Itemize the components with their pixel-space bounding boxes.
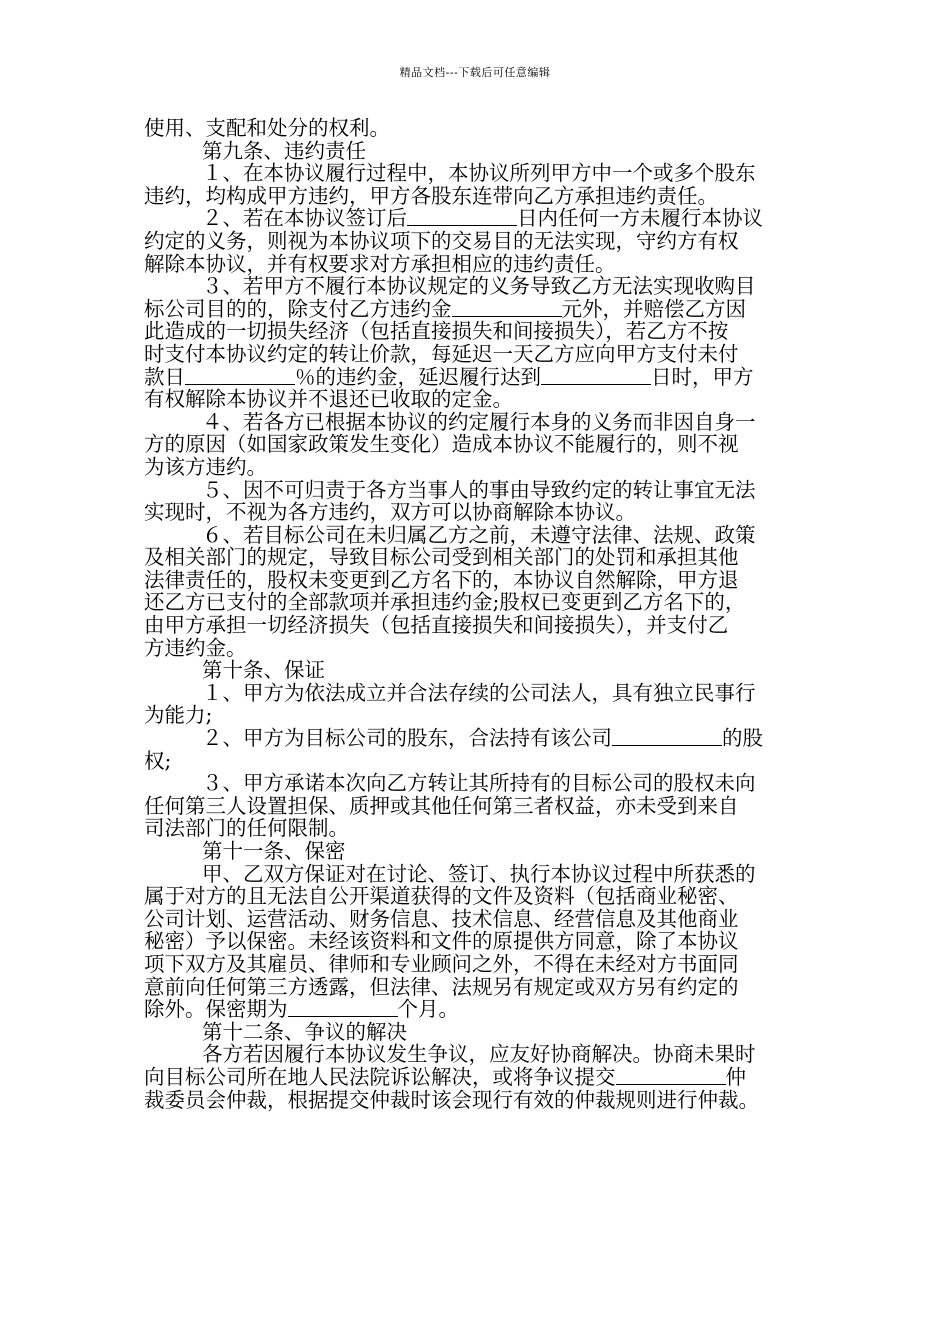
document-line: 除外。保密期为 个月。 — [144, 997, 459, 1022]
document-body — [144, 117, 832, 1111]
document-line: 使用、支配和处分的权利。 — [144, 116, 390, 140]
document-line: 由甲方承担一切经济损失（包括直接损失和间接损失），并支付乙 — [144, 613, 729, 638]
document-line: 实现时，不视为各方违约，双方可以协商解除本协议。 — [144, 500, 636, 525]
document-line: 法律责任的，股权未变更到乙方名下的，本协议自然解除，甲方退 — [144, 567, 739, 592]
document-line: 款日 ％的违约金，延迟履行达到 日时，甲方 — [144, 364, 754, 389]
document-line: 权; — [144, 748, 172, 773]
document-line: 时支付本协议约定的转让价款，每延迟一天乙方应向甲方支付未付 — [144, 341, 739, 366]
page-header: 精品文档---下载后可任意编辑 — [399, 66, 551, 79]
fill-in-blank — [185, 366, 295, 385]
document-line: １、甲方为依法成立并合法存续的公司法人，具有独立民事行 — [202, 680, 756, 705]
document-line: 向目标公司所在地人民法院诉讼解决，或将争议提交 仲 — [144, 1064, 746, 1089]
document-line: ５、因不可归责于各方当事人的事由导致约定的转让事宜无法 — [202, 477, 756, 502]
document-line: 方违约金。 — [144, 635, 247, 660]
document-line: 为能力; — [144, 703, 213, 728]
document-line: 意前向任何第三方透露，但法律、法规另有规定或双方另有约定的 — [144, 974, 739, 999]
document-line: 秘密）予以保密。未经该资料和文件的原提供方同意，除了本协议 — [144, 929, 739, 954]
document-line: 此造成的一切损失经济（包括直接损失和间接损失），若乙方不按 — [144, 319, 729, 344]
document-line: 第九条、违约责任 — [202, 138, 366, 163]
document-line: 有权解除本协议并不退还已收取的定金。 — [144, 387, 513, 412]
document-line: 违约，均构成甲方违约，甲方各股东连带向乙方承担违约责任。 — [144, 183, 718, 208]
document-line: 解除本协议，并有权要求对方承担相应的违约责任。 — [144, 251, 616, 276]
document-line: 各方若因履行本协议发生争议，应友好协商解决。协商未果时 — [202, 1042, 756, 1067]
document-line: 甲、乙双方保证对在讨论、签订、执行本协议过程中所获悉的 — [202, 861, 756, 886]
document-line: ３、甲方承诺本次向乙方转让其所持有的目标公司的股权未向 — [202, 771, 756, 796]
document-line: 项下双方及其雇员、律师和专业顾问之外，不得在未经对方书面同 — [144, 951, 739, 976]
document-line: 约定的义务，则视为本协议项下的交易目的无法实现，守约方有权 — [144, 228, 739, 253]
fill-in-blank — [612, 727, 722, 746]
document-line: １、在本协议履行过程中，本协议所列甲方中一个或多个股东 — [202, 161, 756, 186]
document-line: 第十二条、争议的解决 — [202, 1019, 407, 1044]
document-line: 第十条、保证 — [202, 658, 325, 683]
document-line: 方的原因（如国家政策发生变化）造成本协议不能履行的，则不视 — [144, 432, 739, 457]
document-line: 及相关部门的规定，导致目标公司受到相关部门的处罚和承担其他 — [144, 545, 739, 570]
fill-in-blank — [407, 207, 517, 226]
document-line: ４、若各方已根据本协议的约定履行本身的义务而非因自身一 — [202, 409, 756, 434]
document-line: 司法部门的任何限制。 — [144, 816, 349, 841]
document-line: 第十一条、保密 — [202, 839, 346, 863]
document-line: 属于对方的且无法自公开渠道获得的文件及资料（包括商业秘密、 — [144, 884, 739, 909]
document-line: ２、若在本协议签订后 日内任何一方未履行本协议 — [202, 206, 763, 231]
document-line: ３、若甲方不履行本协议规定的义务导致乙方无法实现收购目 — [202, 274, 756, 299]
fill-in-blank — [288, 998, 398, 1017]
fill-in-blank — [616, 1066, 726, 1085]
document-line: 为该方违约。 — [144, 454, 267, 479]
document-line: 还乙方已支付的全部款项并承担违约金;股权已变更到乙方名下的， — [144, 590, 746, 615]
document-line: ２、甲方为目标公司的股东，合法持有该公司 的股 — [202, 726, 763, 751]
document-line: ６、若目标公司在未归属乙方之前，未遵守法律、法规、政策 — [202, 522, 756, 547]
document-line: 任何第三人设置担保、质押或其他任何第三者权益，亦未受到来自 — [144, 793, 739, 818]
document-line: 裁委员会仲裁，根据提交仲裁时该会现行有效的仲裁规则进行仲裁。 — [144, 1087, 759, 1112]
document-line: 标公司目的的，除支付乙方违约金 元外，并赔偿乙方因 — [144, 296, 746, 321]
document-line: 公司计划、运营活动、财务信息、技术信息、经营信息及其他商业 — [144, 906, 739, 931]
fill-in-blank — [541, 366, 651, 385]
fill-in-blank — [452, 298, 562, 317]
